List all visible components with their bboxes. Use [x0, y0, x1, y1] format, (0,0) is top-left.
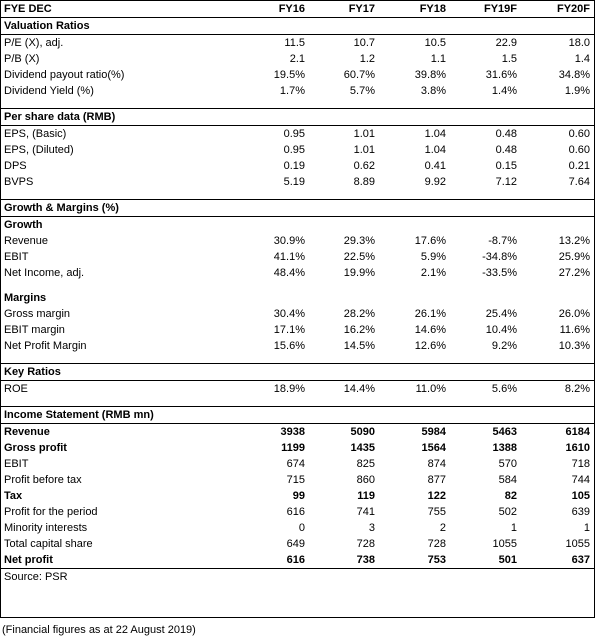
header-row [1, 1, 594, 18]
empty-cell [309, 290, 379, 306]
value-cell: 0.41 [424, 160, 446, 172]
value-cell: 1.04 [424, 128, 446, 140]
growth-subtitle: Growth [4, 219, 43, 231]
value-cell: 14.4% [343, 383, 375, 395]
year-header: FY16 [278, 3, 305, 15]
empty-cell [521, 18, 594, 35]
value-cell: 5090 [350, 426, 375, 438]
year-header: FY20F [556, 3, 590, 15]
value-cell: 1610 [565, 442, 590, 454]
source-row [1, 569, 594, 586]
table-row [1, 504, 594, 520]
value-cell: 1.01 [353, 128, 375, 140]
table-row [1, 338, 594, 354]
row-label: EBIT [4, 458, 29, 470]
empty-cell [450, 290, 521, 306]
value-cell: 6184 [565, 426, 590, 438]
value-cell: 82 [504, 490, 517, 502]
value-cell: 753 [427, 554, 446, 566]
row-label: Net profit [4, 554, 53, 566]
income-statement-title: Income Statement (RMB mn) [1, 407, 238, 424]
value-cell: 10.4% [485, 324, 517, 336]
key-ratios-title-row [1, 364, 594, 381]
value-cell: 877 [427, 474, 446, 486]
per-share-data-title-row [1, 109, 594, 126]
value-cell: 501 [498, 554, 517, 566]
value-cell: 29.3% [343, 235, 375, 247]
value-cell: 17.1% [273, 324, 305, 336]
value-cell: 728 [427, 538, 446, 550]
table-row [1, 249, 594, 265]
table-row [1, 83, 594, 99]
row-label: Revenue [4, 426, 50, 438]
value-cell: 584 [498, 474, 517, 486]
value-cell: 11.0% [415, 383, 446, 395]
empty-cell [309, 407, 379, 424]
value-cell: 119 [357, 490, 375, 502]
value-cell: 10.5 [424, 37, 446, 49]
value-cell: 10.3% [558, 340, 590, 352]
footnote: (Financial figures as at 22 August 2019) [2, 624, 196, 636]
empty-cell [379, 217, 450, 234]
table-row [1, 424, 594, 441]
spacer-row [1, 190, 594, 200]
value-cell: 39.8% [414, 69, 446, 81]
value-cell: 99 [292, 490, 305, 502]
spacer-cell [1, 354, 594, 364]
value-cell: 11.5 [284, 37, 305, 49]
empty-cell [379, 407, 450, 424]
empty-cell [238, 109, 309, 126]
spacer-row [1, 397, 594, 407]
table-row [1, 552, 594, 569]
value-cell: 8.2% [564, 383, 590, 395]
empty-cell [238, 200, 309, 217]
value-cell: 8.89 [353, 176, 375, 188]
value-cell: 9.2% [491, 340, 517, 352]
fye-label: FYE DEC [4, 3, 52, 15]
financial-summary-table [1, 1, 594, 585]
value-cell: 15.6% [273, 340, 305, 352]
empty-cell [450, 407, 521, 424]
row-label: Net Profit Margin [4, 340, 87, 352]
value-cell: 1 [510, 522, 517, 534]
value-cell: 639 [571, 506, 590, 518]
table-row [1, 520, 594, 536]
value-cell: 1435 [350, 442, 375, 454]
table-row [1, 126, 594, 143]
value-cell: 7.64 [568, 176, 590, 188]
value-cell: 741 [356, 506, 375, 518]
value-cell: 649 [286, 538, 305, 550]
value-cell: 19.9% [343, 267, 375, 279]
empty-cell [521, 290, 594, 306]
empty-cell [238, 290, 309, 306]
value-cell: 616 [286, 554, 305, 566]
spacer-cell [1, 190, 594, 200]
table-row [1, 233, 594, 249]
value-cell: 1388 [492, 442, 517, 454]
value-cell: 41.1% [273, 251, 305, 263]
value-cell: 570 [498, 458, 517, 470]
value-cell: 16.2% [343, 324, 375, 336]
empty-cell [309, 18, 379, 35]
value-cell: 7.12 [495, 176, 517, 188]
value-cell: 5463 [492, 426, 517, 438]
empty-cell [521, 407, 594, 424]
value-cell: 755 [427, 506, 446, 518]
value-cell: 637 [571, 554, 590, 566]
value-cell: 715 [286, 474, 305, 486]
value-cell: 2.1 [289, 53, 305, 65]
value-cell: 122 [427, 490, 446, 502]
value-cell: 25.4% [485, 308, 517, 320]
margins-subtitle: Margins [4, 292, 47, 304]
value-cell: 9.92 [424, 176, 446, 188]
value-cell: 1.1 [430, 53, 446, 65]
row-label: EBIT [4, 251, 29, 263]
value-cell: 1.4% [491, 85, 517, 97]
value-cell: 5.7% [349, 85, 375, 97]
empty-cell [450, 18, 521, 35]
empty-cell [450, 364, 521, 381]
value-cell: 1.7% [279, 85, 305, 97]
value-cell: 11.6% [559, 324, 590, 336]
row-label: Net Income, adj. [4, 267, 85, 279]
value-cell: -34.8% [482, 251, 517, 263]
row-label: EPS, (Basic) [4, 128, 67, 140]
table-row [1, 67, 594, 83]
empty-cell [238, 364, 309, 381]
empty-cell [238, 407, 309, 424]
table-row [1, 456, 594, 472]
table-row [1, 174, 594, 190]
value-cell: 34.8% [558, 69, 590, 81]
row-label: Dividend Yield (%) [4, 85, 94, 97]
row-label: Gross margin [4, 308, 71, 320]
value-cell: 0.62 [353, 160, 375, 172]
table-row [1, 381, 594, 398]
value-cell: 1.2 [359, 53, 375, 65]
spacer-cell [1, 281, 594, 290]
row-label: EPS, (Diluted) [4, 144, 74, 156]
value-cell: 616 [286, 506, 305, 518]
table-row [1, 35, 594, 52]
row-label: BVPS [4, 176, 34, 188]
value-cell: 14.5% [343, 340, 375, 352]
table-row [1, 51, 594, 67]
value-cell: 738 [356, 554, 375, 566]
empty-cell [521, 200, 594, 217]
value-cell: 0.15 [495, 160, 517, 172]
value-cell: 105 [571, 490, 590, 502]
year-header: FY17 [348, 3, 375, 15]
value-cell: 10.7 [353, 37, 375, 49]
value-cell: 26.1% [414, 308, 446, 320]
empty-cell [379, 109, 450, 126]
value-cell: 30.9% [273, 235, 305, 247]
year-header: FY19F [483, 3, 517, 15]
empty-cell [450, 109, 521, 126]
value-cell: 1055 [565, 538, 590, 550]
value-cell: 22.9 [495, 37, 517, 49]
value-cell: 27.2% [558, 267, 590, 279]
row-label: P/E (X), adj. [4, 37, 64, 49]
spacer-cell [1, 99, 594, 109]
value-cell: 718 [571, 458, 590, 470]
value-cell: 5984 [421, 426, 446, 438]
value-cell: 2 [439, 522, 446, 534]
value-cell: 5.19 [283, 176, 305, 188]
value-cell: 22.5% [343, 251, 375, 263]
value-cell: 1199 [281, 442, 305, 454]
empty-cell [521, 217, 594, 234]
income-statement-title-row [1, 407, 594, 424]
value-cell: 3 [368, 522, 375, 534]
empty-cell [521, 364, 594, 381]
row-label: Dividend payout ratio(%) [4, 69, 125, 81]
table-row [1, 322, 594, 338]
value-cell: 1.5 [501, 53, 517, 65]
empty-cell [379, 290, 450, 306]
value-cell: 502 [498, 506, 517, 518]
row-label: Total capital share [4, 538, 93, 550]
spacer-row [1, 99, 594, 109]
value-cell: 28.2% [343, 308, 375, 320]
row-label: DPS [4, 160, 27, 172]
empty-cell [309, 109, 379, 126]
empty-cell [450, 217, 521, 234]
value-cell: 0.60 [568, 128, 590, 140]
table-row [1, 306, 594, 322]
margins-subtitle-row [1, 290, 594, 306]
value-cell: 728 [356, 538, 375, 550]
source-note: Source: PSR [1, 569, 594, 586]
empty-cell [238, 217, 309, 234]
row-label: ROE [4, 383, 28, 395]
per-share-data-title: Per share data (RMB) [1, 109, 238, 126]
empty-cell [309, 217, 379, 234]
value-cell: 18.0 [568, 37, 590, 49]
growth-margins-title: Growth & Margins (%) [1, 200, 238, 217]
empty-cell [379, 18, 450, 35]
value-cell: 0.60 [568, 144, 590, 156]
row-label: Profit for the period [4, 506, 98, 518]
value-cell: 825 [356, 458, 375, 470]
table-row [1, 265, 594, 281]
value-cell: 31.6% [485, 69, 517, 81]
value-cell: 1055 [492, 538, 517, 550]
growth-margins-title-row [1, 200, 594, 217]
value-cell: 874 [427, 458, 446, 470]
valuation-ratios-title: Valuation Ratios [1, 18, 238, 35]
table-row [1, 158, 594, 174]
value-cell: 860 [356, 474, 375, 486]
value-cell: 5.6% [491, 383, 517, 395]
row-label: Profit before tax [4, 474, 82, 486]
row-label: Gross profit [4, 442, 67, 454]
empty-cell [238, 18, 309, 35]
value-cell: 1.04 [424, 144, 446, 156]
row-label: Tax [4, 490, 23, 502]
empty-cell [309, 200, 379, 217]
valuation-ratios-title-row [1, 18, 594, 35]
value-cell: 18.9% [273, 383, 305, 395]
table-row [1, 488, 594, 504]
value-cell: -8.7% [488, 235, 517, 247]
value-cell: 0.48 [495, 144, 517, 156]
value-cell: 744 [571, 474, 590, 486]
value-cell: 0.48 [495, 128, 517, 140]
value-cell: 30.4% [273, 308, 305, 320]
empty-cell [379, 364, 450, 381]
value-cell: 3.8% [420, 85, 446, 97]
value-cell: 0.95 [283, 144, 305, 156]
value-cell: 0.19 [283, 160, 305, 172]
row-label: Revenue [4, 235, 49, 247]
value-cell: -33.5% [482, 267, 517, 279]
spacer-row [1, 281, 594, 290]
table-row [1, 472, 594, 488]
value-cell: 1564 [421, 442, 446, 454]
growth-subtitle-row [1, 217, 594, 234]
value-cell: 1 [583, 522, 590, 534]
value-cell: 1.4 [574, 53, 590, 65]
value-cell: 17.6% [414, 235, 446, 247]
spacer-cell [1, 397, 594, 407]
value-cell: 48.4% [273, 267, 305, 279]
value-cell: 14.6% [414, 324, 446, 336]
value-cell: 674 [286, 458, 305, 470]
year-header: FY18 [419, 3, 446, 15]
value-cell: 0 [298, 522, 305, 534]
value-cell: 0.95 [283, 128, 305, 140]
value-cell: 5.9% [420, 251, 446, 263]
empty-cell [521, 109, 594, 126]
empty-cell [450, 200, 521, 217]
row-label: P/B (X) [4, 53, 40, 65]
table-row [1, 142, 594, 158]
value-cell: 60.7% [343, 69, 375, 81]
value-cell: 2.1% [420, 267, 446, 279]
value-cell: 0.21 [568, 160, 590, 172]
empty-cell [379, 200, 450, 217]
row-label: Minority interests [4, 522, 88, 534]
value-cell: 19.5% [273, 69, 305, 81]
value-cell: 12.6% [414, 340, 446, 352]
empty-cell [309, 364, 379, 381]
table-row [1, 536, 594, 552]
value-cell: 1.01 [353, 144, 375, 156]
spacer-row [1, 354, 594, 364]
value-cell: 13.2% [558, 235, 590, 247]
value-cell: 3938 [280, 426, 305, 438]
table-row [1, 440, 594, 456]
value-cell: 26.0% [558, 308, 590, 320]
key-ratios-title: Key Ratios [1, 364, 238, 381]
value-cell: 1.9% [564, 85, 590, 97]
row-label: EBIT margin [4, 324, 65, 336]
value-cell: 25.9% [558, 251, 590, 263]
